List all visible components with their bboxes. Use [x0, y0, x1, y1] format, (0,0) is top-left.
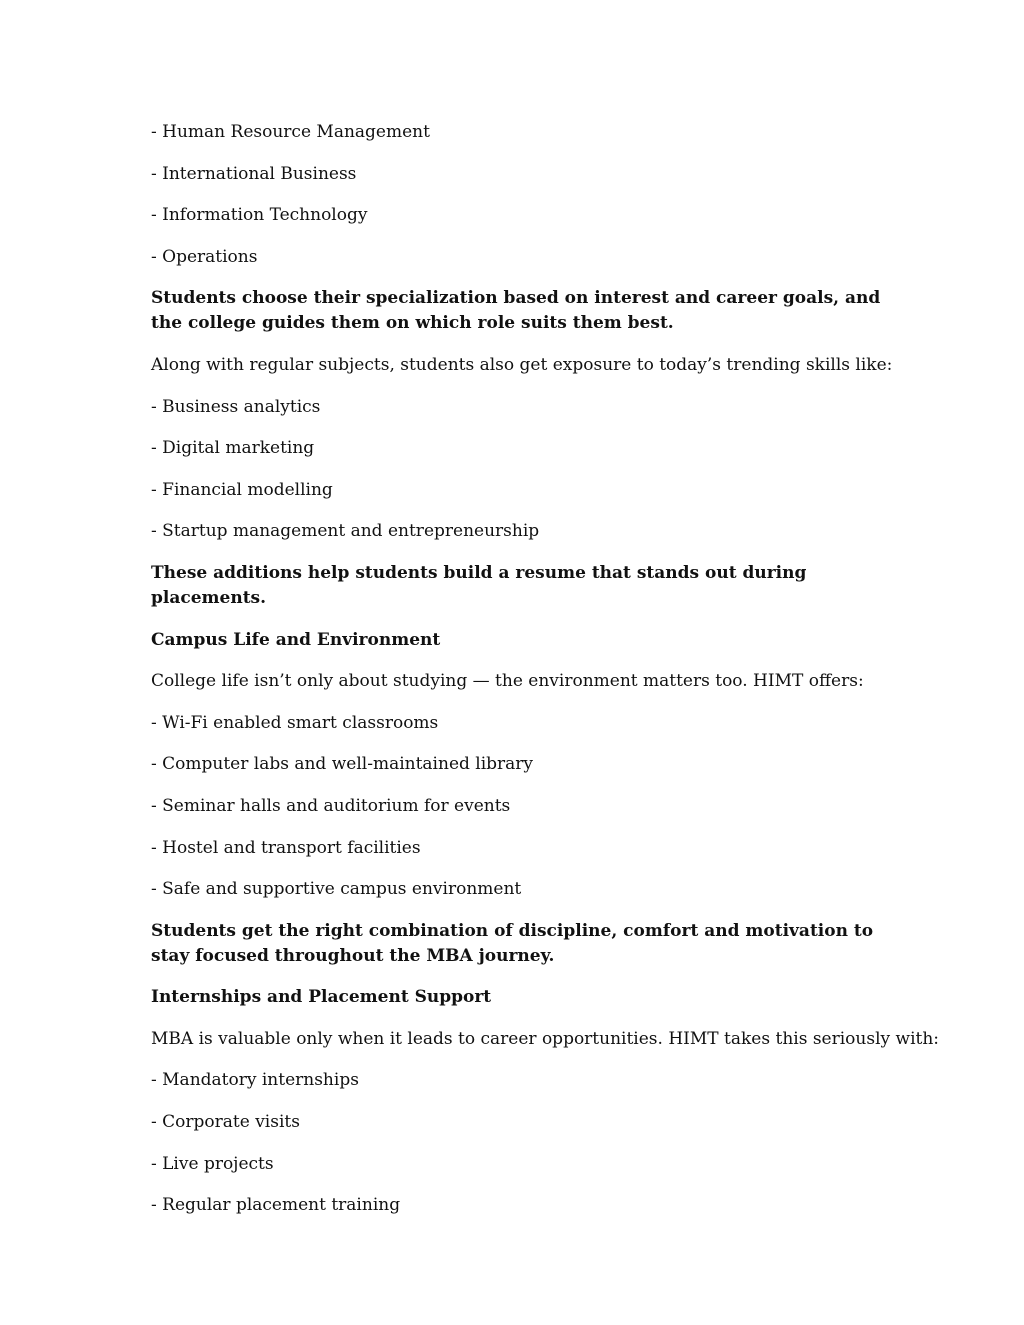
- list-item-digital-marketing: - Digital marketing: [151, 438, 315, 459]
- discipline-statement: Students get the right combination of discipline, comfort and motivation to stay focused throughout the MBA journey.: [151, 920, 874, 966]
- list-item-information-technology: - Information Technology: [151, 205, 368, 226]
- list-item-business-analytics: - Business analytics: [151, 396, 321, 417]
- list-item-corporate-visits: - Corporate visits: [151, 1112, 300, 1133]
- list-item-operations: - Operations: [151, 246, 258, 267]
- resume-statement: These additions help students build a resume that stands out during placements.: [151, 562, 807, 608]
- list-item-computer-labs: - Computer labs and well-maintained library: [151, 754, 534, 775]
- list-item-financial-modelling: - Financial modelling: [151, 479, 333, 500]
- list-item-international-business: - International Business: [151, 163, 357, 184]
- campus-life-intro: College life isn’t only about studying — the environment matters too. HIMT offers:: [151, 671, 864, 692]
- list-item-live-projects: - Live projects: [151, 1153, 274, 1174]
- specialization-statement: Students choose their specialization based on interest and career goals, and the college guides them on which role suits them best.: [151, 288, 881, 334]
- list-item-startup-management: - Startup management and entrepreneurship: [151, 521, 540, 542]
- list-item-seminar-halls: - Seminar halls and auditorium for events: [151, 795, 511, 816]
- list-item-human-resource-management: - Human Resource Management: [151, 122, 430, 142]
- list-item-hostel-transport: - Hostel and transport facilities: [151, 837, 421, 858]
- trending-skills-intro: Along with regular subjects, students also get exposure to today’s trending skills like:: [151, 354, 893, 375]
- list-item-safe-campus: - Safe and supportive campus environment: [151, 879, 522, 900]
- section-heading-campus-life: Campus Life and Environment: [151, 629, 441, 650]
- list-item-placement-training: - Regular placement training: [151, 1195, 401, 1216]
- list-item-mandatory-internships: - Mandatory internships: [151, 1070, 359, 1091]
- list-item-wifi-classrooms: - Wi-Fi enabled smart classrooms: [151, 712, 439, 733]
- section-heading-internships: Internships and Placement Support: [151, 987, 492, 1008]
- document-page: [151, 120, 940, 1235]
- internships-intro: MBA is valuable only when it leads to career opportunities. HIMT takes this seriously with:: [151, 1028, 940, 1049]
